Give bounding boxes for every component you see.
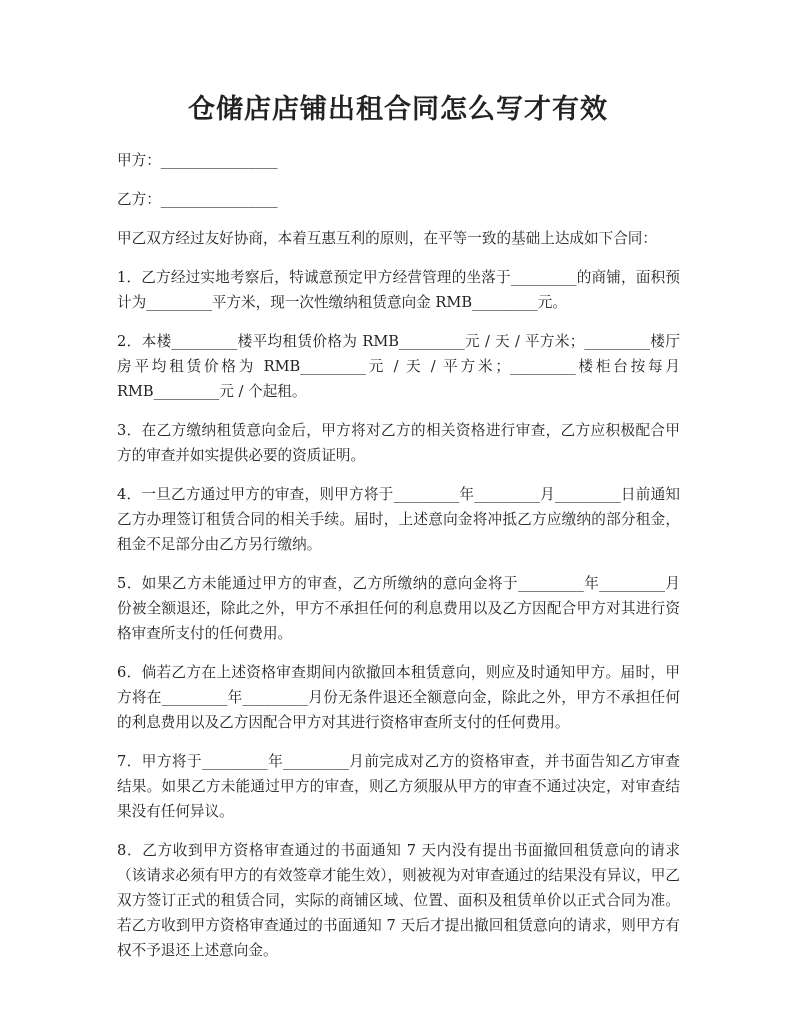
- clause-2: 2．本楼_________楼平均租赁价格为 RMB_________元 / 天 / 平方米；_________楼厅房平均租赁价格为 RMB_________元 / 天 / 平方米；_________楼柜台按每月 RMB_________元 / 个起租。: [117, 333, 680, 400]
- clause-3: 3．在乙方缴纳租赁意向金后，甲方将对乙方的相关资格进行审查，乙方应积极配合甲方的审查并如实提供必要的资质证明。: [117, 422, 680, 464]
- clause-8: 8．乙方收到甲方资格审查通过的书面通知 7 天内没有提出书面撤回租赁意向的请求（该请求必须有甲方的有效签章才能生效），则被视为对审查通过的结果没有异议，甲乙双方签订正式的租赁合同，实际的商铺区域、位置、面积及租赁单价以正式合同为准。若乙方收到甲方资格审查通过的书面通知 7 天后才提出撤回租赁意向的请求，则甲方有权不予退还上述意向金。: [117, 842, 680, 959]
- document-title: 仓储店店铺出租合同怎么写才有效: [188, 94, 608, 125]
- clause-7: 7．甲方将于_________年_________月前完成对乙方的资格审查，并书面告知乙方审查结果。如果乙方未能通过甲方的审查，则乙方须服从甲方的审查不通过决定，对审查结果没有任何异议。: [117, 753, 680, 820]
- clause-6: 6．倘若乙方在上述资格审查期间内欲撤回本租赁意向，则应及时通知甲方。届时，甲方将在_________年_________月份无条件退还全额意向金，除此之外，甲方不承担任何的利息费用以及乙方因配合甲方对其进行资格审查所支付的任何费用。: [117, 664, 680, 731]
- party-b-line: 乙方：________________: [117, 191, 278, 208]
- clause-5: 5．如果乙方未能通过甲方的审查，乙方所缴纳的意向金将于_________年_________月份被全额退还，除此之外，甲方不承担任何的利息费用以及乙方因配合甲方对其进行资格审查所支付的任何费用。: [117, 575, 680, 642]
- document-body: [117, 148, 680, 977]
- party-a-line: 甲方：________________: [117, 152, 278, 169]
- clause-1: 1．乙方经过实地考察后，特诚意预定甲方经营管理的坐落于_________的商铺，面积预计为_________平方米，现一次性缴纳租赁意向金 RMB_________元。: [117, 269, 680, 311]
- intro-paragraph: 甲乙双方经过友好协商，本着互惠互利的原则，在平等一致的基础上达成如下合同：: [117, 230, 657, 247]
- clause-4: 4．一旦乙方通过甲方的审查，则甲方将于_________年_________月_________日前通知乙方办理签订租赁合同的相关手续。届时，上述意向金将冲抵乙方应缴纳的部分租金，租金不足部分由乙方另行缴纳。: [117, 486, 680, 553]
